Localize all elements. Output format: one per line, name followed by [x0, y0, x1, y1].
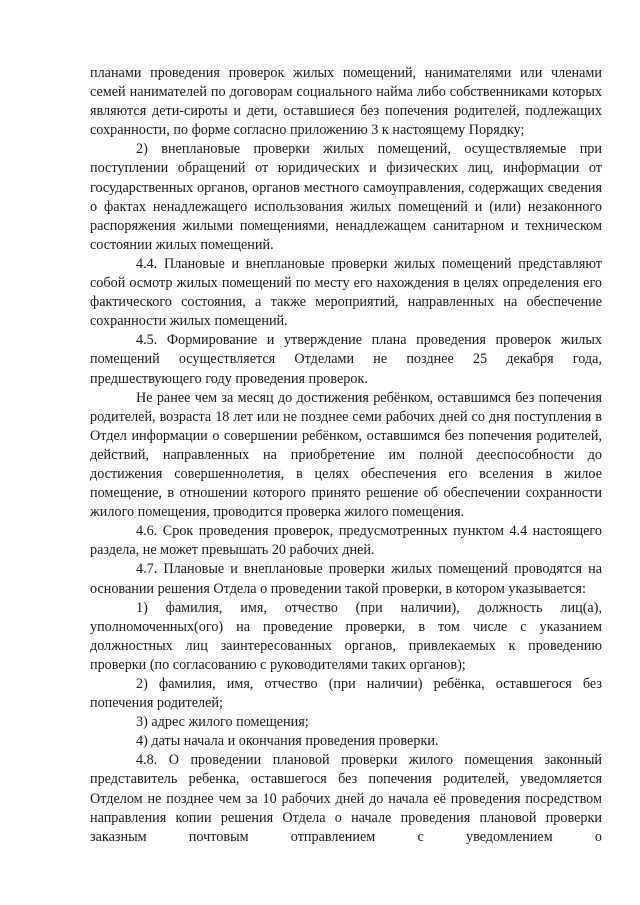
- paragraph-child-age-18: Не ранее чем за месяц до достижения ребёнком, оставшимся без попечения родителей, возраста 18 лет или не позднее семи рабочих дней со дня поступления в Отдел информации о совершении ребёнком, оставшимся без попечения родителей, действий, направленных на приобретение им полной дееспособности до достижения совершеннолетия, в целях обеспечения его вселения в жилое помещение, в отношении которого принято решение об обеспечении сохранности жилого помещения, проводится проверка жилого помещения.: [90, 389, 602, 521]
- list-item-4: 4) даты начала и окончания проведения проверки.: [136, 733, 439, 750]
- list-item-2: 2) фамилия, имя, отчество (при наличии) ребёнка, оставшегося без попечения родителей;: [90, 676, 602, 712]
- list-item-3: 3) адрес жилого помещения;: [136, 714, 309, 731]
- paragraph-4-8: 4.8. О проведении плановой проверки жилого помещения законный представитель ребенка, оставшегося без попечения родителей, уведомляется Отделом не позднее чем за 10 рабочих дней до начала её проведения посредством направления копии решения Отдела о начале проведения плановой проверки заказным почтовым отправлением с уведомлением о: [90, 752, 602, 845]
- paragraph-unscheduled-inspections: 2) внеплановые проверки жилых помещений, осуществляемые при поступлении обращений от юридических и физических лиц, информации от государственных органов, органов местного самоуправления, содержащих сведения о фактах ненадлежащего использования жилых помещений и (или) незаконного распоряжения жилыми помещениями, ненадлежащем санитарном и техническом состоянии жилых помещений.: [90, 141, 602, 253]
- paragraph-plan-continuation: планами проведения проверок жилых помещений, нанимателями или членами семей нанимателей по договорам социального найма либо собственниками которых являются дети-сироты и дети, оставшиеся без попечения родителей, подлежащих сохранности, по форме согласно приложению 3 к настоящему Порядку;: [90, 65, 602, 139]
- paragraph-4-6: 4.6. Срок проведения проверок, предусмотренных пунктом 4.4 настоящего раздела, не может превышать 20 рабочих дней.: [90, 523, 602, 559]
- list-item-1: 1) фамилия, имя, отчество (при наличии), должность лиц(а), уполномоченных(ого) на проведение проверки, в том числе с указанием должностных лиц заинтересованных органов, привлекаемых к проведению проверки (по согласованию с руководителями таких органов);: [90, 599, 602, 673]
- document-page: [90, 64, 602, 847]
- paragraph-4-5: 4.5. Формирование и утверждение плана проведения проверок жилых помещений осуществляется Отделами не позднее 25 декабря года, предшествующего году проведения проверок.: [90, 332, 602, 387]
- paragraph-4-4: 4.4. Плановые и внеплановые проверки жилых помещений представляют собой осмотр жилых помещений по месту его нахождения в целях определения его фактического состояния, а также мероприятий, направленных на обеспечение сохранности жилых помещений.: [90, 255, 602, 330]
- paragraph-4-7: 4.7. Плановые и внеплановые проверки жилых помещений проводятся на основании решения Отдела о проведении такой проверки, в котором указывается:: [90, 561, 602, 597]
